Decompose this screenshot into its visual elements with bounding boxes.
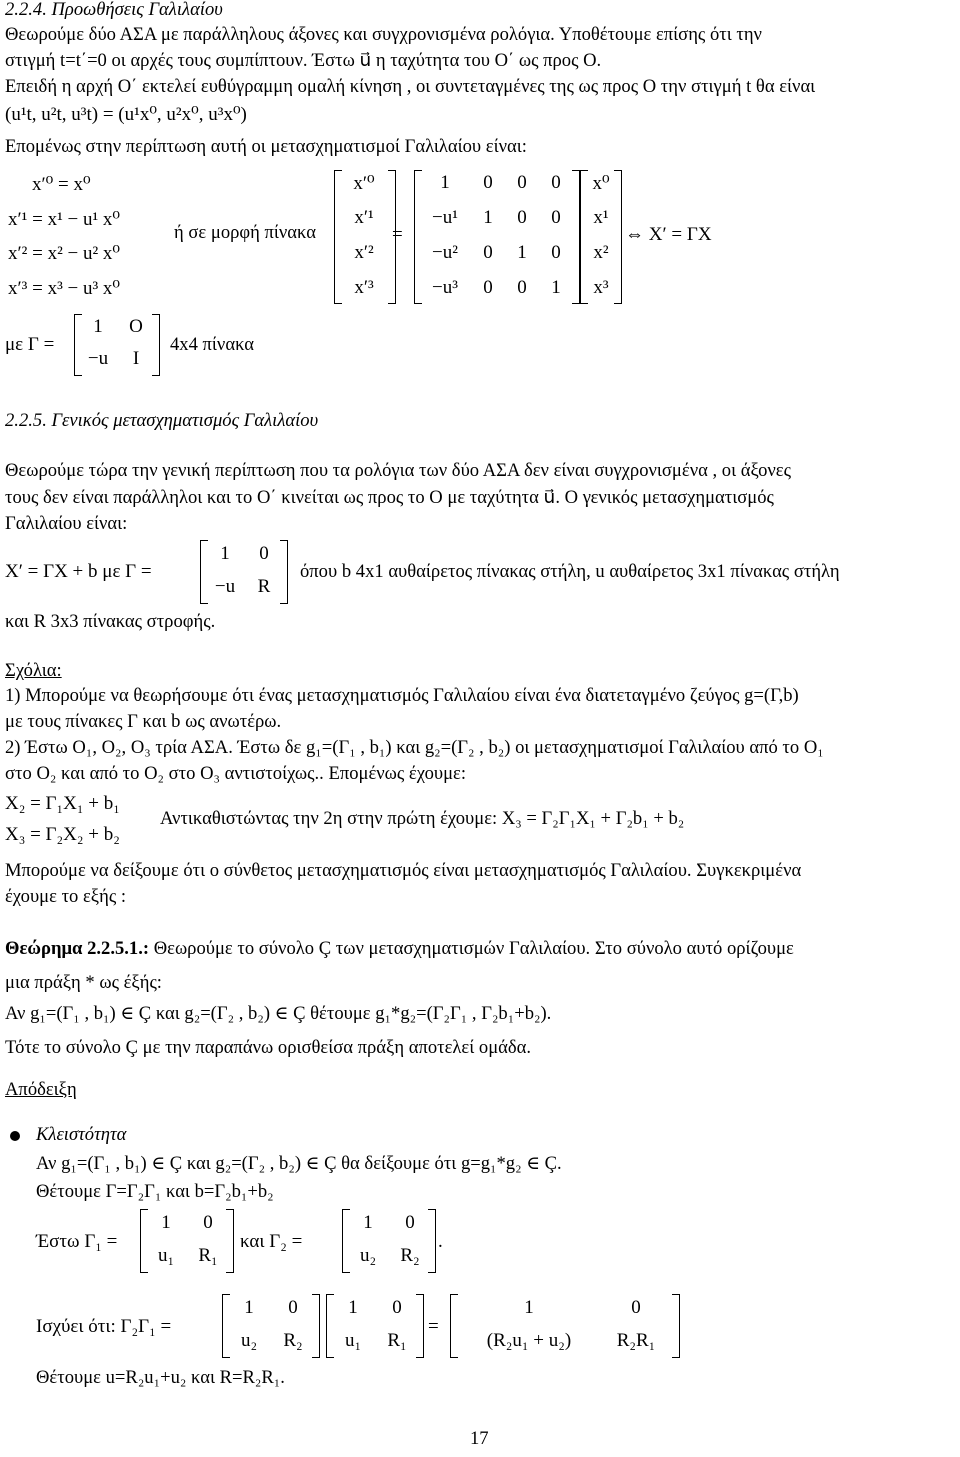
paragraph-line: Θέτουμε u=R₂u₁+u₂ και R=R₂R₁. bbox=[36, 1367, 285, 1388]
paragraph-line: Θέτουμε Γ=Γ₂Γ₁ και b=Γ₂b₁+b₂ bbox=[36, 1181, 274, 1202]
lhs-vector bbox=[334, 170, 396, 304]
matrix-entry: u₂ bbox=[359, 1245, 377, 1266]
general-equation: X′ = ΓX + b με Γ = bbox=[5, 561, 152, 582]
matrix-entry: 1 bbox=[517, 242, 527, 263]
coords-equation: (u¹t, u²t, u³t) = (u¹x⁰, u²x⁰, u³x⁰) bbox=[5, 104, 247, 125]
matrix-entry: 0 bbox=[551, 207, 561, 228]
matrix-entry: 0 bbox=[483, 242, 493, 263]
vector-entry: x′² bbox=[354, 242, 374, 263]
matrix-entry: −u² bbox=[432, 242, 458, 263]
matrix-entry: R₂R₁ bbox=[616, 1330, 656, 1351]
paragraph-line: Επομένως στην περίπτωση αυτή οι μετασχηματισμοί Γαλιλαίου είναι: bbox=[5, 136, 527, 157]
matrix-entry: 1 bbox=[551, 277, 561, 298]
matrix-entry: 0 bbox=[631, 1297, 641, 1318]
equals-sign: = bbox=[428, 1316, 439, 1337]
galilean-eq-2: x′² = x² − u² x⁰ bbox=[8, 243, 121, 264]
matrix-entry: I bbox=[132, 348, 140, 369]
matrix-entry: 1 bbox=[483, 207, 493, 228]
vector-entry: x′³ bbox=[354, 277, 374, 298]
matrix-entry: R₁ bbox=[387, 1330, 407, 1351]
section-heading-2-2-5: 2.2.5. Γενικός μετασχηματισμός Γαλιλαίου bbox=[5, 410, 319, 431]
matrix-entry: R₂ bbox=[400, 1245, 420, 1266]
matrix-entry: −u³ bbox=[432, 277, 458, 298]
vector-entry: x′⁰ bbox=[353, 173, 375, 194]
product-matrix-a bbox=[222, 1294, 320, 1358]
paragraph-line: Αν g₁=(Γ₁ , b₁) ∈ Ç και g₂=(Γ₂ , b₂) ∈ Ç θέτουμε g₁*g₂=(Γ₂Γ₁ , Γ₂b₁+b₂). bbox=[5, 1003, 552, 1024]
general-matrix bbox=[200, 540, 288, 604]
matrix-entry: 0 bbox=[483, 277, 493, 298]
matrix-entry: (R₂u₁ + u₂) bbox=[486, 1330, 572, 1351]
matrix-entry: 0 bbox=[405, 1212, 415, 1233]
period: . bbox=[438, 1231, 443, 1252]
matrix-entry: 0 bbox=[551, 242, 561, 263]
paragraph-line: Γαλιλαίου είναι: bbox=[5, 513, 128, 534]
matrix-entry: 0 bbox=[517, 277, 527, 298]
matrix-entry: 0 bbox=[517, 207, 527, 228]
matrix-entry: 1 bbox=[524, 1297, 534, 1318]
matrix-entry: R bbox=[257, 576, 271, 597]
and-label: και Γ₂ = bbox=[240, 1231, 303, 1252]
proof-heading: Απόδειξη bbox=[5, 1079, 77, 1100]
paragraph-line: Μπορούμε να δείξουμε ότι ο σύνθετος μετασχηματισμός είναι μετασχηματισμός Γαλιλαίου. Συγκεκριμένα bbox=[5, 860, 802, 881]
gamma-description: 4x4 πίνακα bbox=[170, 334, 255, 355]
matrix-entry: 1 bbox=[244, 1297, 254, 1318]
gamma-matrix bbox=[74, 314, 160, 376]
where-text: όπου b 4x1 αυθαίρετος πίνακας στήλη, u αυθαίρετος 3x1 πίνακας στήλη bbox=[300, 561, 840, 582]
galilean-matrix bbox=[414, 170, 580, 304]
matrix-entry: u₂ bbox=[240, 1330, 258, 1351]
matrix-entry: 0 bbox=[551, 172, 561, 193]
paragraph-line: 1) Μπορούμε να θεωρήσουμε ότι ένας μετασχηματισμός Γαλιλαίου είναι ένα διατεταγμένο ζεύγος g=(Γ,b) bbox=[5, 685, 799, 706]
substitution-text: Αντικαθιστώντας την 2η στην πρώτη έχουμε: X₃ = Γ₂Γ₁X₁ + Γ₂b₁ + b₂ bbox=[160, 808, 685, 829]
matrix-entry: 1 bbox=[220, 543, 230, 564]
iff-equation: ⇔ X′ = ΓX bbox=[625, 224, 712, 245]
product-result-matrix bbox=[450, 1294, 680, 1358]
section-heading-2-2-4: 2.2.4. Προωθήσεις Γαλιλαίου bbox=[5, 0, 223, 20]
paragraph-line: και R 3x3 πίνακας στροφής. bbox=[5, 611, 216, 632]
matrix-entry: 1 bbox=[440, 172, 450, 193]
galilean-eq-0: x′⁰ = x⁰ bbox=[32, 174, 91, 195]
matrix-entry: 0 bbox=[483, 172, 493, 193]
matrix-entry: 0 bbox=[288, 1297, 298, 1318]
paragraph-line: Αν g₁=(Γ₁ , b₁) ∈ Ç και g₂=(Γ₂ , b₂) ∈ Ç θα δείξουμε ότι g=g₁*g₂ ∈ Ç. bbox=[36, 1153, 562, 1174]
matrix-entry: O bbox=[129, 316, 143, 337]
matrix-entry: 1 bbox=[93, 316, 103, 337]
paragraph-line: Θεωρούμε δύο ΑΣΑ με παράλληλους άξονες και συγχρονισμένα ρολόγια. Υποθέτουμε επίσης ότι την bbox=[5, 24, 762, 45]
equals-sign: = bbox=[392, 224, 403, 245]
matrix-form-text: ή σε μορφή πίνακα bbox=[174, 222, 316, 243]
matrix-entry: 0 bbox=[392, 1297, 402, 1318]
matrix-entry: R₂ bbox=[283, 1330, 303, 1351]
paragraph-line: μια πράξη * ως έξής: bbox=[5, 972, 162, 993]
matrix-entry: 0 bbox=[259, 543, 269, 564]
vector-entry: x⁰ bbox=[592, 173, 610, 194]
gamma2-matrix bbox=[342, 1209, 436, 1273]
rhs-vector bbox=[580, 170, 622, 304]
paragraph-line: Θεωρούμε τώρα την γενική περίπτωση που τα ρολόγια των δύο ΑΣΑ δεν είναι συγχρονισμένα , οι άξονες bbox=[5, 460, 791, 481]
vector-entry: x³ bbox=[593, 277, 609, 298]
paragraph-line: στο O₂ και από το O₂ στο O₃ αντιστοίχως.. Επομένως έχουμε: bbox=[5, 763, 467, 784]
galilean-eq-1: x′¹ = x¹ − u¹ x⁰ bbox=[8, 209, 121, 230]
theorem-line bbox=[5, 938, 794, 960]
matrix-entry: 1 bbox=[161, 1212, 171, 1233]
galilean-eq-3: x′³ = x³ − u³ x⁰ bbox=[8, 278, 121, 299]
matrix-entry: −u bbox=[87, 348, 109, 369]
equation-x2: X₂ = Γ₁X₁ + b₁ bbox=[5, 793, 120, 814]
paragraph-line: τους δεν είναι παράλληλοι και το O΄ κινείται ως προς το Ο με ταχύτητα u⃗. Ο γενικός μετασχηματισμός bbox=[5, 487, 774, 508]
equation-x3: X₃ = Γ₂X₂ + b₂ bbox=[5, 824, 120, 845]
page-number: 17 bbox=[470, 1428, 489, 1449]
paragraph-line: στιγμή t=t΄=0 οι αρχές τους συμπίπτουν. Έστω u⃗ η ταχύτητα του O΄ ως προς Ο. bbox=[5, 50, 602, 71]
paragraph-line: Επειδή η αρχή O΄ εκτελεί ευθύγραμμη ομαλή κίνηση , οι συντεταγμένες της ως προς Ο την στιγμή t θα είναι bbox=[5, 76, 816, 97]
matrix-entry: u₁ bbox=[344, 1330, 362, 1351]
theorem-text: Θεωρούμε το σύνολο Ç των μετασχηματισμών Γαλιλαίου. Στο σύνολο αυτό ορίζουμε bbox=[149, 938, 794, 959]
paragraph-line: 2) Έστω O₁, O₂, O₃ τρία ΑΣΑ. Έστω δε g₁=(Γ₁ , b₁) και g₂=(Γ₂ , b₂) οι μετασχηματισμοί Γαλιλαίου από το O₁ bbox=[5, 737, 824, 758]
paragraph-line: έχουμε το εξής : bbox=[5, 886, 126, 907]
matrix-entry: u₁ bbox=[157, 1245, 175, 1266]
vector-entry: x¹ bbox=[593, 207, 609, 228]
bullet-icon bbox=[10, 1131, 20, 1141]
vector-entry: x′¹ bbox=[354, 207, 374, 228]
gamma1-matrix bbox=[140, 1209, 234, 1273]
paragraph-line: με τους πίνακες Γ και b ως ανωτέρω. bbox=[5, 711, 282, 732]
paragraph-line: Τότε το σύνολο Ç με την παραπάνω ορισθείσα πράξη αποτελεί ομάδα. bbox=[5, 1037, 532, 1058]
holds-label: Ισχύει ότι: Γ₂Γ₁ = bbox=[36, 1316, 172, 1337]
let-label: Έστω Γ₁ = bbox=[36, 1231, 118, 1252]
closure-heading: Κλειστότητα bbox=[36, 1124, 127, 1145]
theorem-label: Θεώρημα 2.2.5.1.: bbox=[5, 938, 150, 959]
matrix-entry: −u¹ bbox=[432, 207, 458, 228]
vector-entry: x² bbox=[593, 242, 609, 263]
product-matrix-b bbox=[326, 1294, 424, 1358]
matrix-entry: 1 bbox=[363, 1212, 373, 1233]
matrix-entry: R₁ bbox=[198, 1245, 218, 1266]
matrix-entry: 0 bbox=[203, 1212, 213, 1233]
matrix-entry: −u bbox=[214, 576, 236, 597]
notes-heading: Σχόλια: bbox=[5, 660, 62, 681]
matrix-entry: 0 bbox=[517, 172, 527, 193]
matrix-entry: 1 bbox=[348, 1297, 358, 1318]
gamma-label: με Γ = bbox=[5, 334, 55, 355]
